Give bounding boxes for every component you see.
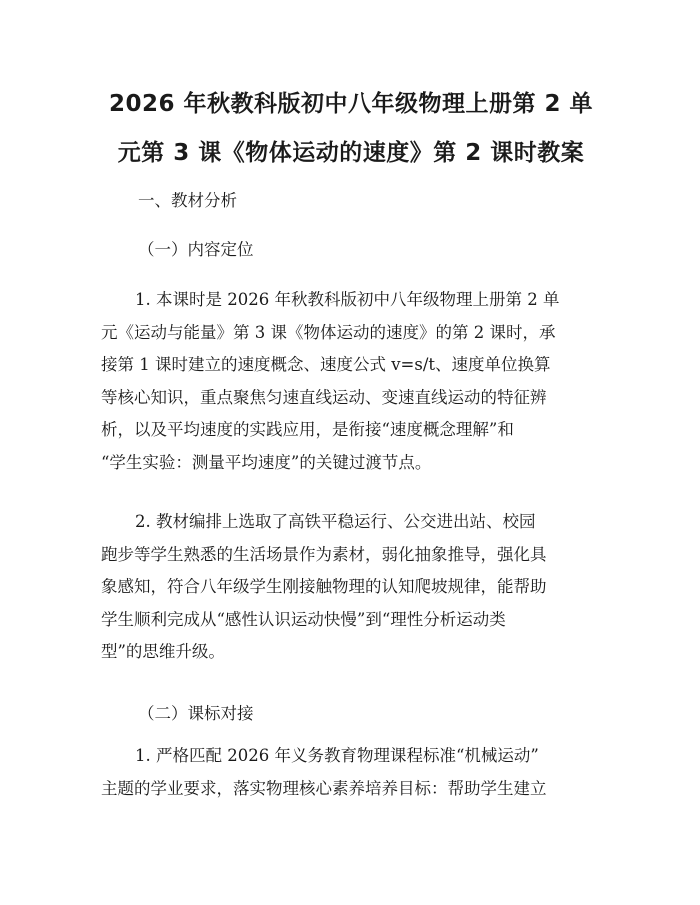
paragraph-content-positioning-1 bbox=[101, 284, 603, 480]
paragraph-line: 1. 本课时是 2026 年秋教科版初中八年级物理上册第 2 单 bbox=[135, 290, 560, 309]
paragraph-line: 等核心知识，重点聚焦匀速直线运动、变速直线运动的特征辨 bbox=[101, 387, 547, 407]
subsection-heading-content-positioning: （一）内容定位 bbox=[138, 240, 254, 259]
title-line-2: 元第 3 课《物体运动的速度》第 2 课时教案 bbox=[117, 140, 585, 166]
title-line-1: 2026 年秋教科版初中八年级物理上册第 2 单 bbox=[108, 91, 594, 117]
paragraph-curriculum-alignment-1 bbox=[101, 740, 603, 805]
paragraph-line: 型”的思维升级。 bbox=[101, 642, 225, 662]
paragraph-line: 元《运动与能量》第 3 课《物体运动的速度》的第 2 课时，承 bbox=[101, 322, 556, 342]
paragraph-line: 象感知，符合八年级学生刚接触物理的认知爬坡规律，能帮助 bbox=[101, 577, 547, 597]
paragraph-line: 跑步等学生熟悉的生活场景作为素材，弱化抽象推导，强化具 bbox=[101, 544, 547, 564]
paragraph-line: 1. 严格匹配 2026 年义务教育物理课程标准“机械运动” bbox=[135, 746, 539, 765]
paragraph-line: 主题的学业要求，落实物理核心素养培养目标：帮助学生建立 bbox=[101, 778, 547, 798]
paragraph-line: “学生实验：测量平均速度”的关键过渡节点。 bbox=[101, 452, 432, 472]
paragraph-line: 学生顺利完成从“感性认识运动快慢”到“理性分析运动类 bbox=[101, 609, 506, 629]
paragraph-line: 析，以及平均速度的实践应用，是衔接“速度概念理解”和 bbox=[101, 420, 514, 440]
paragraph-line: 接第 1 课时建立的速度概念、速度公式 v=s/t、速度单位换算 bbox=[101, 355, 551, 375]
section-heading-textbook-analysis: 一、教材分析 bbox=[138, 191, 237, 210]
paragraph-content-positioning-2 bbox=[101, 506, 603, 669]
subsection-heading-curriculum-alignment: （二）课标对接 bbox=[138, 704, 254, 723]
paragraph-line: 2. 教材编排上选取了高铁平稳运行、公交进出站、校园 bbox=[135, 512, 536, 531]
document-title bbox=[96, 80, 606, 178]
